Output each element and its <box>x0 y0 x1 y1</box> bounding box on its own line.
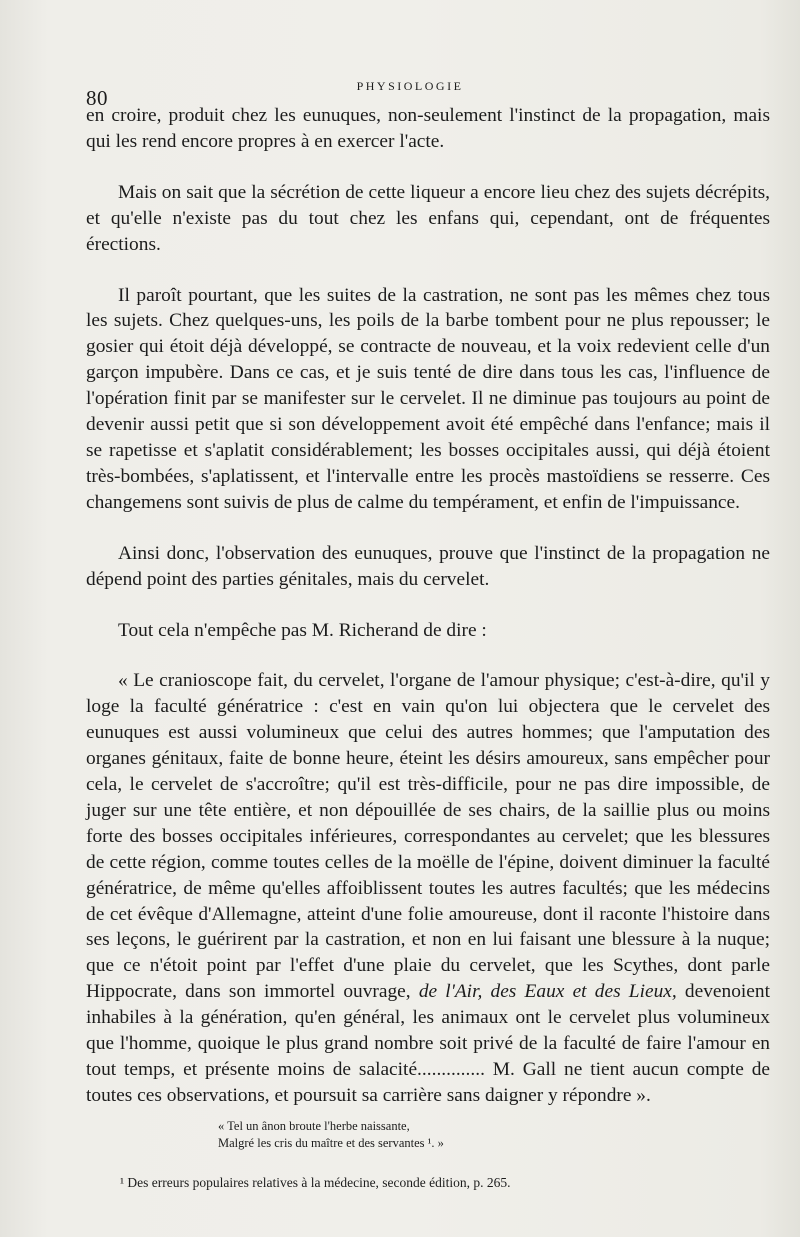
paragraph-castration: Il paroît pourtant, que les suites de la castration, ne sont pas les mêmes chez tous les sujets. Chez quelques-uns, les poils de la barbe tombent pour ne plus repousser; le gosier qui étoit déjà développé, se contracte de nouveau, et la voix redevient celle d'un garçon impubère. Dans ce cas, et je suis tenté de dire dans tous les cas, l'influence de l'opération finit par se manifester sur le cervelet. Il ne diminue pas toujours au point de devenir aussi petit que si son développement avoit été empêché dans l'enfance; mais il se rapetisse et s'aplatit considérablement; les bosses occipitales aussi, qui déjà étoient très-bombées, s'aplatissent, et l'intervalle entre les procès mastoïdiens se resserre. Ces changemens sont suivis de plus de calme du tempérament, et enfin de l'impuissance. <box>86 284 770 513</box>
paragraph-secretion: Mais on sait que la sécrétion de cette liqueur a encore lieu chez des sujets décrépits, et qu'elle n'existe pas du tout chez les enfans qui, cependant, ont de fréquentes érections. <box>86 181 770 255</box>
quote-title-italic: de l'Air, des Eaux et des Lieux, <box>418 981 677 1003</box>
paragraph-conclusion: Ainsi donc, l'observation des eunuques, prouve que l'instinct de la propagation ne dépend point des parties génitales, mais du cervelet. <box>86 542 770 590</box>
quote-text-1: « Le cranioscope fait, du cervelet, l'organe de l'amour physique; c'est-à-dire, qu'il y loge la faculté génératrice : c'est en vain qu'on lui objectera que le cervelet des eunuques est aussi volumineux que celui des autres hommes; que l'amputation des organes génitaux, faite de bonne heure, éteint les désirs amoureux, sans empêcher pour cela, le cervelet de s'accroître; qu'il est très-difficile, pour ne pas dire impossible, de juger sur une tête entière, et non dépouillée de ses chairs, de la saillie plus ou moins forte des bosses occipitales inférieures, correspondantes au cervelet; que les blessures de cette région, comme toutes celles de la moëlle de l'épine, doivent diminuer la faculté génératrice, de même qu'elles affoiblissent toutes les autres facultés; que les médecins de cet évêque d'Allemagne, atteint d'une folie amoureuse, dont il raconte l'histoire dans ses leçons, le guérirent par la castration, et non en lui faisant une blessure à la nuque; que ce n'étoit point par l'effet d'une plaie du cervelet, que les Scythes, dont parle Hippocrate, dans son immortel ouvrage, <box>86 670 770 1003</box>
page-number: 80 <box>86 86 108 110</box>
verse-line-2: Malgré les cris du maître et des servantes ¹. » <box>218 1135 444 1150</box>
richerand-quote <box>86 668 770 1108</box>
verse-quote <box>218 1118 770 1152</box>
footnote: ¹ Des erreurs populaires relatives à la médecine, seconde édition, p. 265. <box>120 1174 511 1190</box>
paragraph-richerand: Tout cela n'empêche pas M. Richerand de dire : <box>118 619 487 641</box>
quote-text-2: devenoient inhabiles à la génération, qu'en général, les animaux ont le cervelet plus volumineux que l'homme, quoique le plus grand nombre soit privé de la faculté de faire l'amour en tout temps, et présente moins de salacité.............. M. Gall ne tient aucun compte de toutes ces observations, et poursuit sa carrière sans daigner y répondre ». <box>86 981 770 1106</box>
body-text <box>86 103 770 1192</box>
running-title: PHYSIOLOGIE <box>356 79 464 93</box>
paragraph-continuation: en croire, produit chez les eunuques, non-seulement l'instinct de la propagation, mais qui les rend encore propres à en exercer l'acte. <box>86 105 770 152</box>
verse-line-1: « Tel un ânon broute l'herbe naissante, <box>218 1118 410 1133</box>
